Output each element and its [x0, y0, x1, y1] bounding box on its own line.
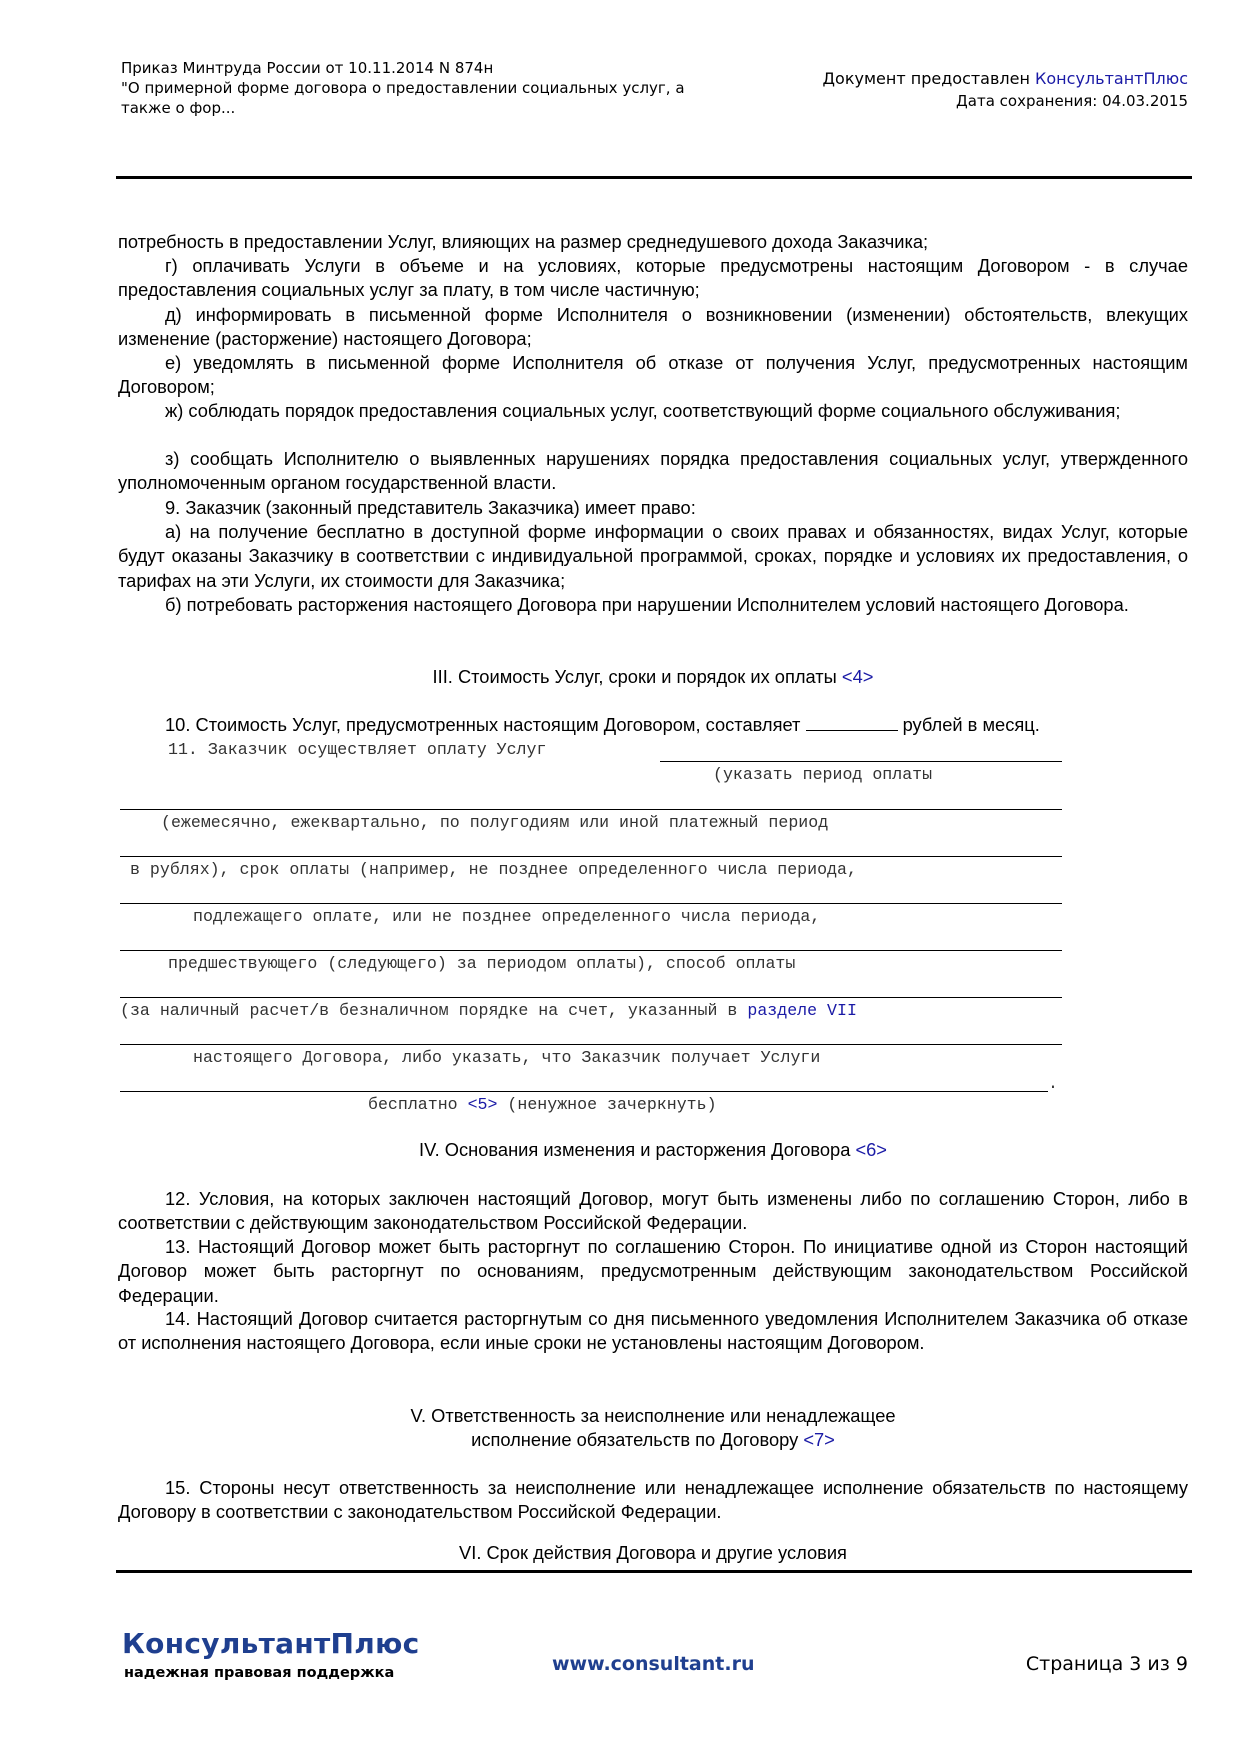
- form-blank-7[interactable]: [120, 1044, 1062, 1045]
- footnote-ref-4[interactable]: <4>: [841, 666, 874, 687]
- provided-by: [668, 68, 1188, 90]
- form-blank-4[interactable]: [120, 903, 1062, 904]
- doc-title-line-3: также о фор...: [121, 99, 236, 117]
- paragraph-12: 12. Условия, на которых заключен настоящий Договор, могут быть изменены либо по соглашению Сторон, либо в соответствии с действующим законодательством Российской Федерации.: [118, 1188, 1188, 1234]
- price-blank[interactable]: [806, 714, 898, 731]
- document-title-block: [121, 58, 701, 118]
- form-end-dot: .: [1048, 1074, 1058, 1093]
- form-blank-5[interactable]: [120, 950, 1062, 951]
- footer-divider: [116, 1570, 1192, 1573]
- provided-prefix: Документ предоставлен: [822, 69, 1036, 88]
- form-line-1: 11. Заказчик осуществляет оплату Услуг: [168, 740, 547, 759]
- provider-block: [668, 68, 1188, 112]
- page-number: Страница 3 из 9: [1025, 1653, 1188, 1675]
- paragraph-15: 15. Стороны несут ответственность за неисполнение или ненадлежащее исполнение обязательств по настоящему Договору в соответствии с законодательством Российской Федерации.: [118, 1477, 1188, 1523]
- form-hint-6: (за наличный расчет/в безналичном порядке на счет, указанный в разделе VII: [120, 1001, 857, 1020]
- form-hint-4: подлежащего оплате, или не позднее определенного числа периода,: [193, 907, 821, 926]
- paragraph-9a: а) на получение бесплатно в доступной форме информации о своих правах и обязанностях, видах Услуг, которые будут оказаны Заказчику в соответствии с индивидуальной программой, сроках, порядке и условиях их предоставления, о тарифах на эти Услуги, их стоимости для Заказчика;: [118, 521, 1188, 591]
- section-heading-5: [118, 1404, 1188, 1453]
- form-hint-2: (ежемесячно, ежеквартально, по полугодиям или иной платежный период: [161, 813, 829, 832]
- form-hint-8: бесплатно <5> (ненужное зачеркнуть): [368, 1095, 717, 1114]
- form-hint-3: в рублях), срок оплаты (например, не позднее определенного числа периода,: [130, 860, 857, 879]
- paragraph-9b: б) потребовать расторжения настоящего Договора при нарушении Исполнителем условий настоящего Договора.: [165, 594, 1129, 615]
- footnote-ref-7[interactable]: <7>: [803, 1429, 835, 1451]
- section-heading-5-line-1: V. Ответственность за неисполнение или ненадлежащее: [410, 1405, 896, 1426]
- form-blank-3[interactable]: [120, 856, 1062, 857]
- form-hint-1: (указать период оплаты: [713, 765, 933, 784]
- paragraph-13: 13. Настоящий Договор может быть расторгнут по соглашению Сторон. По инициативе одной из Сторон настоящий Договор может быть расторгнут по основаниям, предусмотренным действующим законодательством Российской Федерации.: [118, 1236, 1188, 1306]
- form-hint-5: предшествующего (следующего) за периодом оплаты), способ оплаты: [168, 954, 796, 973]
- form-hint-7: настоящего Договора, либо указать, что Заказчик получает Услуги: [193, 1048, 821, 1067]
- section-heading-6: VI. Срок действия Договора и другие условия: [459, 1542, 847, 1563]
- paragraph-10: 10. Стоимость Услуг, предусмотренных настоящим Договором, составляет рублей в месяц.: [165, 714, 1040, 735]
- footnote-ref-5[interactable]: <5>: [467, 1095, 498, 1114]
- section-heading-3: III. Стоимость Услуг, сроки и порядок их оплаты <4>: [432, 666, 874, 687]
- section-heading-5-line-2: исполнение обязательств по Договору <7>: [471, 1429, 835, 1451]
- paragraph-d: д) информировать в письменной форме Исполнителя о возникновении (изменении) обстоятельств, влекущих изменение (расторжение) настоящего Договора;: [118, 304, 1188, 350]
- consultant-logo: КонсультантПлюс: [122, 1627, 420, 1660]
- paragraph-e: е) уведомлять в письменной форме Исполнителя об отказе от получения Услуг, предусмотренных настоящим Договором;: [118, 352, 1188, 398]
- paragraph-9: 9. Заказчик (законный представитель Заказчика) имеет право:: [165, 497, 696, 518]
- paragraph-zh: ж) соблюдать порядок предоставления социальных услуг, соответствующий форме социального обслуживания;: [165, 400, 1121, 421]
- provider-link[interactable]: КонсультантПлюс: [1035, 69, 1188, 88]
- form-blank-8[interactable]: [120, 1091, 1048, 1092]
- paragraph-14: 14. Настоящий Договор считается расторгнутым со дня письменного уведомления Исполнителем Заказчика об отказе от исполнения настоящего Договора, если иные сроки не установлены настоящим Договором.: [118, 1308, 1188, 1354]
- website-link[interactable]: www.consultant.ru: [552, 1653, 755, 1675]
- consultant-tagline: надежная правовая поддержка: [124, 1665, 395, 1681]
- form-blank-2[interactable]: [120, 809, 1062, 810]
- section-heading-4: IV. Основания изменения и расторжения Договора <6>: [419, 1139, 887, 1160]
- paragraph-continuation: потребность в предоставлении Услуг, влияющих на размер среднедушевого дохода Заказчика;: [118, 231, 929, 252]
- paragraph-g: г) оплачивать Услуги в объеме и на условиях, которые предусмотрены настоящим Договором - в случае предоставления социальных услуг за плату, в том числе частичную;: [118, 255, 1188, 301]
- form-blank-6[interactable]: [120, 997, 1062, 998]
- footnote-ref-6[interactable]: <6>: [855, 1139, 887, 1160]
- paragraph-z: з) сообщать Исполнителю о выявленных нарушениях порядка предоставления социальных услуг, утвержденного уполномоченным органом государственной власти.: [118, 448, 1188, 494]
- doc-title-line-1: Приказ Минтруда России от 10.11.2014 N 874н: [121, 59, 494, 77]
- header-divider: [116, 176, 1192, 179]
- section-vii-link[interactable]: разделе VII: [747, 1001, 857, 1020]
- doc-title-line-2: "О примерной форме договора о предоставлении социальных услуг, а: [121, 79, 685, 97]
- save-date: Дата сохранения: 04.03.2015: [956, 92, 1188, 110]
- form-blank-1[interactable]: [660, 761, 1062, 762]
